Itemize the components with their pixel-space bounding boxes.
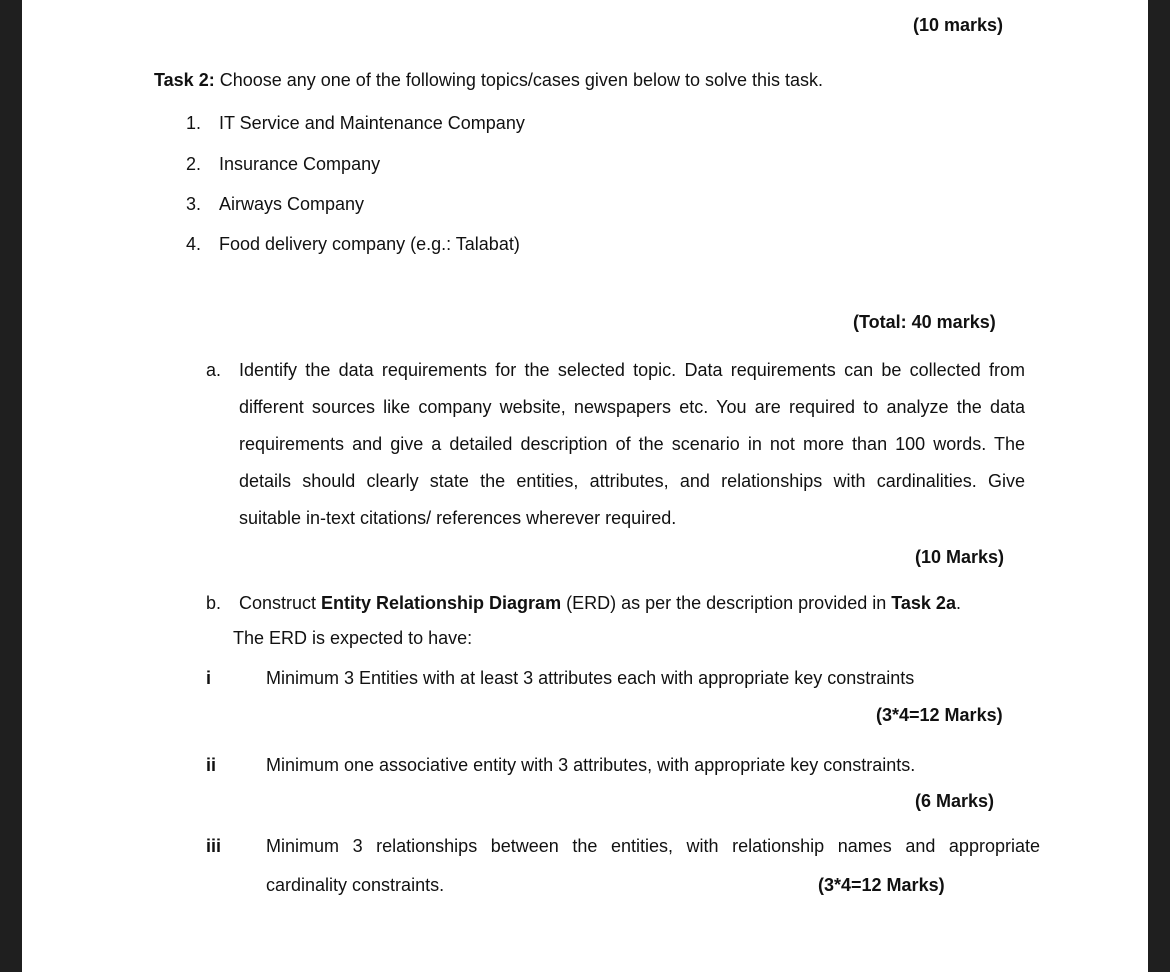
task-intro	[154, 69, 823, 91]
erd-term: Entity Relationship Diagram	[321, 593, 562, 613]
topic-number: 3.	[186, 194, 202, 214]
task-intro-text: Choose any one of the following topics/cases given below to solve this task.	[214, 70, 824, 90]
document-page	[22, 0, 1148, 972]
task-reference: Task 2a	[891, 593, 956, 613]
item-number: iii	[206, 836, 222, 856]
part-b-text	[239, 592, 961, 614]
part-a-line: different sources like company website, newspapers etc. You are required to analyze the data	[239, 397, 1025, 417]
item-marks: (3*4=12 Marks)	[876, 705, 1003, 725]
header-marks: (10 marks)	[913, 15, 1004, 35]
part-b-text-pre: Construct	[239, 593, 322, 613]
topic-text: Insurance Company	[219, 154, 381, 174]
item-text: Minimum 3 relationships between the entities, with relationship names and appropriate	[266, 836, 1040, 856]
item-text: Minimum 3 Entities with at least 3 attributes each with appropriate key constraints	[266, 668, 915, 688]
part-a-letter: a.	[206, 360, 222, 380]
item-text: Minimum one associative entity with 3 attributes, with appropriate key constraints.	[266, 755, 916, 775]
topic-number: 1.	[186, 113, 202, 133]
part-a-line: requirements and give a detailed description of the scenario in not more than 100 words. The	[239, 434, 1025, 454]
topic-number: 2.	[186, 154, 202, 174]
part-a-marks: (10 Marks)	[915, 547, 1005, 567]
item-number: ii	[206, 755, 217, 775]
item-text-continued: cardinality constraints.	[266, 875, 445, 895]
item-marks: (6 Marks)	[915, 791, 995, 811]
item-marks: (3*4=12 Marks)	[818, 875, 945, 895]
topic-text: Airways Company	[219, 194, 365, 214]
erd-intro: The ERD is expected to have:	[233, 628, 473, 648]
topic-number: 4.	[186, 234, 202, 254]
part-a-line: suitable in-text citations/ references wherever required.	[239, 508, 677, 528]
part-b-text-mid: (ERD) as per the description provided in	[561, 593, 892, 613]
task-label: Task 2:	[154, 70, 215, 90]
topic-text: Food delivery company (e.g.: Talabat)	[219, 234, 520, 254]
part-b-text-end: .	[955, 593, 961, 613]
part-b-letter: b.	[206, 593, 222, 613]
part-a-line: details should clearly state the entities, attributes, and relationships with cardinalities. Give	[239, 471, 1025, 491]
item-number: i	[206, 668, 212, 688]
topic-text: IT Service and Maintenance Company	[219, 113, 525, 133]
total-marks: (Total: 40 marks)	[853, 312, 996, 332]
part-a-line: Identify the data requirements for the selected topic. Data requirements can be collected from	[239, 360, 1025, 380]
